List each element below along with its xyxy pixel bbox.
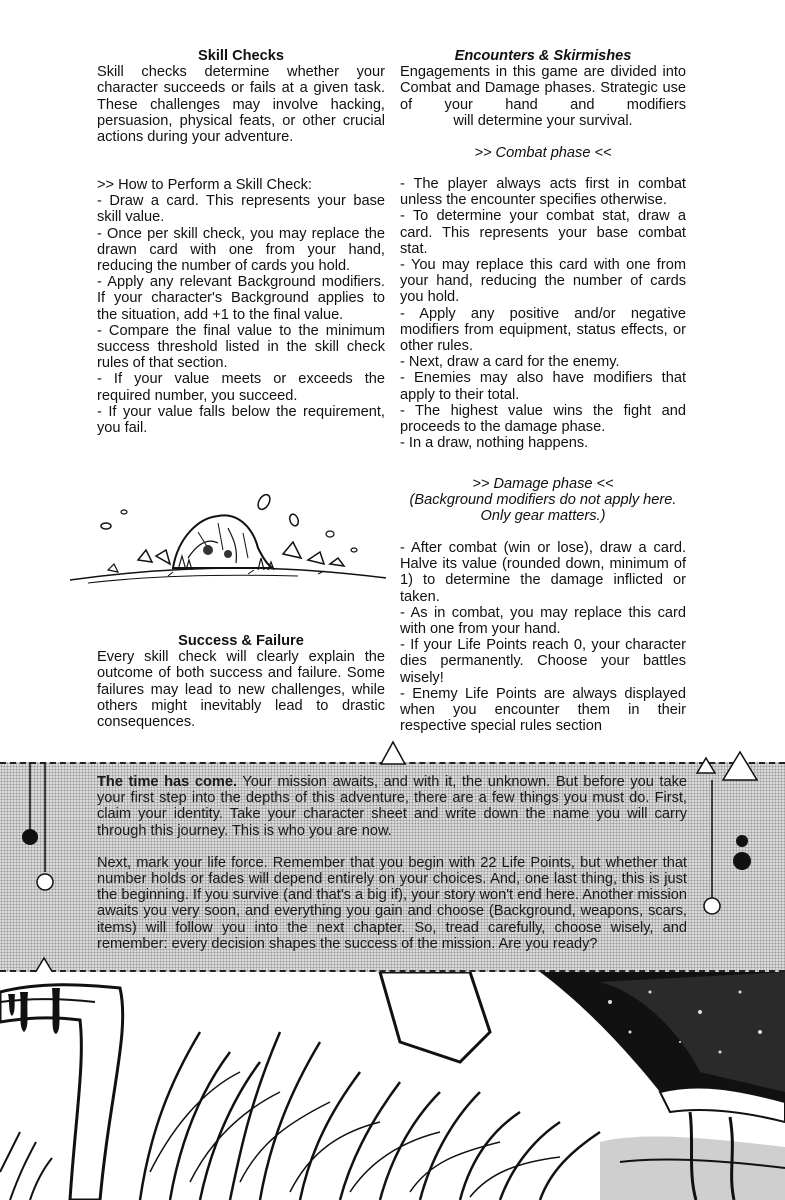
- damage-phase-list: [400, 540, 686, 734]
- list-item: - Next, draw a card for the enemy.: [400, 354, 620, 371]
- list-item: - As in combat, you may replace this card with one from your hand.: [400, 604, 686, 638]
- encounters-intro: Engagements in this game are divided into Combat and Damage phases. Strategic use of your hand and modifiers: [400, 64, 686, 113]
- list-item: - If your value meets or exceeds the required number, you succeed.: [97, 371, 385, 404]
- list-item: - Compare the final value to the minimum success threshold listed in the skill check rules of that section.: [97, 322, 385, 372]
- combat-phase-title: >> Combat phase <<: [474, 145, 612, 161]
- cave-illustration: [0, 972, 785, 1200]
- skill-checks-section: [97, 48, 385, 145]
- triangle-icon: [697, 758, 715, 773]
- damage-phase-note: (Background modifiers do not apply here. Only gear matters.): [409, 492, 677, 525]
- mission-paragraph-1: [97, 774, 687, 839]
- list-item: - Apply any relevant Background modifiers. If your character's Background applies to the situation, add +1 to the final value.: [97, 274, 385, 323]
- list-item: - After combat (win or lose), draw a card. Halve its value (rounded down, minimum of 1) to determine the damage inflicted or taken.: [400, 540, 686, 605]
- skill-checks-title: Skill Checks: [198, 48, 284, 64]
- mission-text: [97, 774, 687, 952]
- rubble-illustration-icon: [68, 488, 388, 588]
- triangle-icon: [723, 752, 757, 780]
- combat-phase-list: [400, 176, 686, 451]
- list-item: - To determine your combat stat, draw a card. This represents your base combat stat.: [400, 208, 686, 257]
- skill-check-steps: [97, 177, 385, 436]
- circle-icon: [37, 874, 53, 890]
- mission-paragraph-2: Next, mark your life force. Remember that you begin with 22 Life Points, but whether that number holds or fades will depend entirely on your choices. And, one last thing, this is just the beginning. If you survive (and that's a big if), your story won't end here. Another mission awaits you very soon, and everything you gain and choose (Background, weapons, scars, items) will follow you into the next chapter. So, tread carefully, choose wisely, and remember: every decision shapes the success of the mission. Are you ready?: [97, 854, 687, 952]
- success-failure-text: Every skill check will clearly explain the outcome of both success and failure. Some failures may lead to new challenges, while others might inevitably lead to drastic consequences.: [97, 649, 385, 731]
- triangle-icon: [381, 742, 405, 764]
- how-title: >> How to Perform a Skill Check:: [97, 177, 312, 193]
- encounters-intro-end: will determine your survival.: [453, 112, 633, 129]
- dot-icon: [736, 835, 748, 847]
- list-item: - Enemy Life Points are always displayed when you encounter them in their respective special rules section: [400, 685, 686, 735]
- circle-icon: [704, 898, 720, 914]
- combat-phase-heading: [400, 145, 686, 161]
- list-item: - Draw a card. This represents your base skill value.: [97, 193, 385, 226]
- success-failure-section: [97, 633, 385, 730]
- list-item: - In a draw, nothing happens.: [400, 435, 589, 452]
- encounters-title: Encounters & Skirmishes: [454, 48, 632, 64]
- mission-p1: Your mission awaits, and with it, the unknown. But before you take your first step into the depths of this adventure, there are a few things you must do. First, claim your identity. Take your character sheet and write down the name you will carry through this journey. This is who you are now.: [97, 774, 687, 839]
- encounters-section: [400, 48, 686, 129]
- damage-phase-title: >> Damage phase <<: [472, 476, 614, 492]
- list-item: - Apply any positive and/or negative modifiers from equipment, status effects, or other rules.: [400, 305, 686, 355]
- skill-checks-intro: Skill checks determine whether your character succeeds or fails at a given task. These challenges may involve hacking, persuasion, physical feats, or other crucial actions during your adventure.: [97, 64, 385, 146]
- list-item: - If your Life Points reach 0, your character dies permanently. Choose your battles wisely!: [400, 637, 686, 686]
- list-item: - The highest value wins the fight and proceeds to the damage phase.: [400, 402, 686, 436]
- list-item: - The player always acts first in combat unless the encounter specifies otherwise.: [400, 176, 686, 209]
- damage-phase-heading: [400, 476, 686, 525]
- list-item: - You may replace this card with one from your hand, reducing the number of cards you hold.: [400, 257, 686, 306]
- dot-icon: [22, 829, 38, 845]
- mission-lead: The time has come.: [97, 774, 238, 790]
- list-item: - If your value falls below the requirement, you fail.: [97, 403, 385, 437]
- dot-icon: [733, 852, 751, 870]
- success-failure-title: Success & Failure: [178, 633, 304, 649]
- list-item: - Once per skill check, you may replace the drawn card with one from your hand, reducing the number of cards you hold.: [97, 225, 385, 275]
- list-item: - Enemies may also have modifiers that apply to their total.: [400, 370, 686, 403]
